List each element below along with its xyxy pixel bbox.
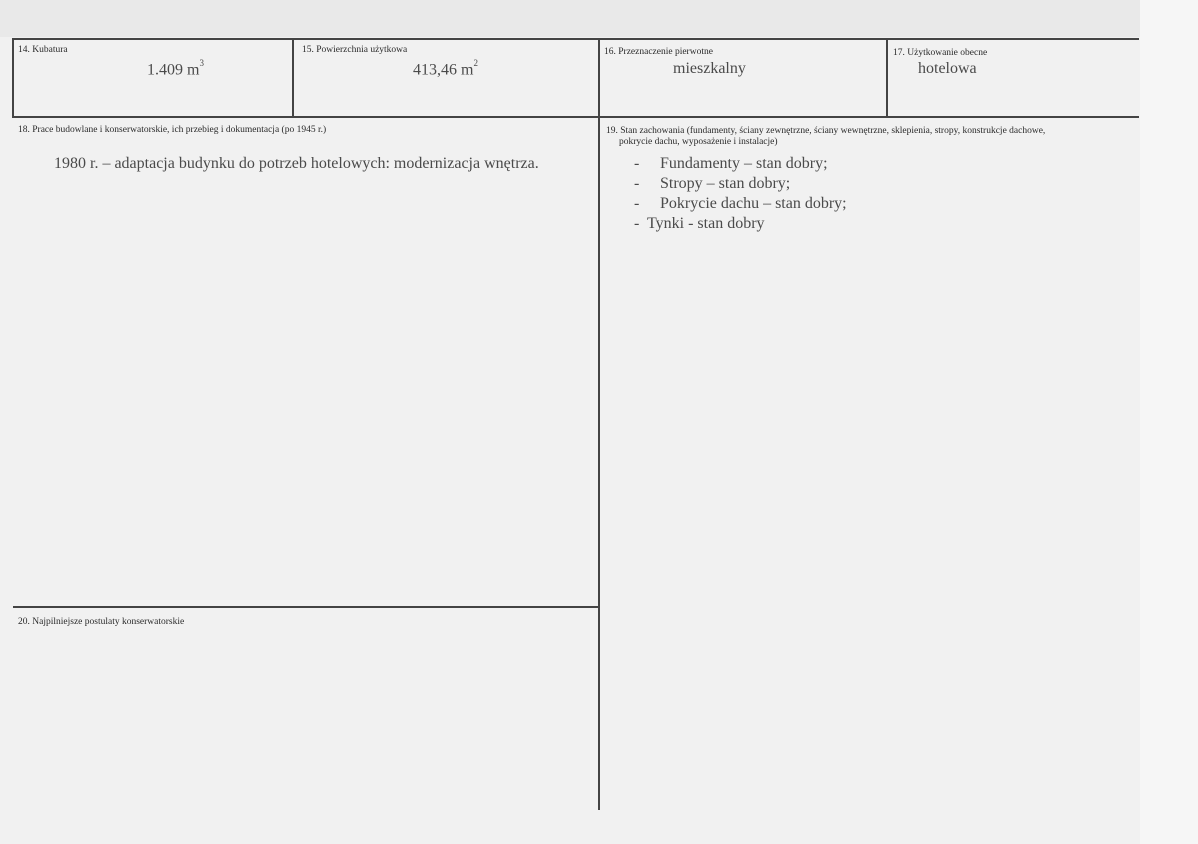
list-item (634, 154, 847, 174)
right-edge-band (1140, 0, 1198, 844)
field-15-value-text: 413,46 m (413, 61, 474, 79)
list-dash: - (634, 215, 640, 232)
list-dash: - (634, 175, 640, 192)
field-17-label: 17. Użytkowanie obecne (893, 48, 988, 58)
top-scan-band (0, 0, 1198, 37)
list-item (634, 194, 847, 214)
field-14-value-text: 1.409 m (147, 61, 200, 79)
list-item (634, 174, 847, 194)
field-14-value (147, 60, 204, 79)
divider-16-17 (886, 38, 888, 118)
section-20-rule (13, 606, 599, 608)
list-item-text: Tynki - stan dobry (647, 215, 765, 232)
center-divider (598, 38, 600, 810)
field-15-label: 15. Powierzchnia użytkowa (302, 45, 408, 55)
field-18-label: 18. Prace budowlane i konserwatorskie, ich przebieg i dokumentacja (po 1945 r.) (18, 125, 327, 135)
field-15-unit-exponent: 2 (473, 58, 478, 68)
field-18-value: 1980 r. – adaptacja budynku do potrzeb hotelowych: modernizacja wnętrza. (54, 155, 539, 172)
field-16-value: mieszkalny (673, 60, 746, 77)
list-item-text: Fundamenty – stan dobry; (660, 155, 828, 172)
list-item (634, 214, 847, 234)
field-17-value: hotelowa (918, 60, 977, 77)
list-item-text: Stropy – stan dobry; (660, 175, 791, 192)
field-20-label: 20. Najpilniejsze postulaty konserwatorskie (18, 617, 185, 627)
field-16-label: 16. Przeznaczenie pierwotne (604, 47, 713, 57)
field-19-condition-list (634, 154, 847, 234)
row-divider (13, 116, 1139, 118)
field-19-label-line1: 19. Stan zachowania (fundamenty, ściany zewnętrzne, ściany wewnętrzne, sklepienia, stropy, konstrukcje dachowe, (606, 126, 1046, 136)
left-border (12, 38, 14, 118)
list-dash: - (634, 155, 640, 172)
field-19-label-line2: pokrycie dachu, wyposażenie i instalacje) (619, 137, 778, 147)
list-item-text: Pokrycie dachu – stan dobry; (660, 195, 847, 212)
divider-14-15 (292, 38, 294, 118)
top-rule (13, 38, 1139, 40)
field-14-label: 14. Kubatura (18, 45, 68, 55)
field-15-value (413, 60, 478, 79)
list-dash: - (634, 195, 640, 212)
field-14-unit-exponent: 3 (199, 58, 204, 68)
